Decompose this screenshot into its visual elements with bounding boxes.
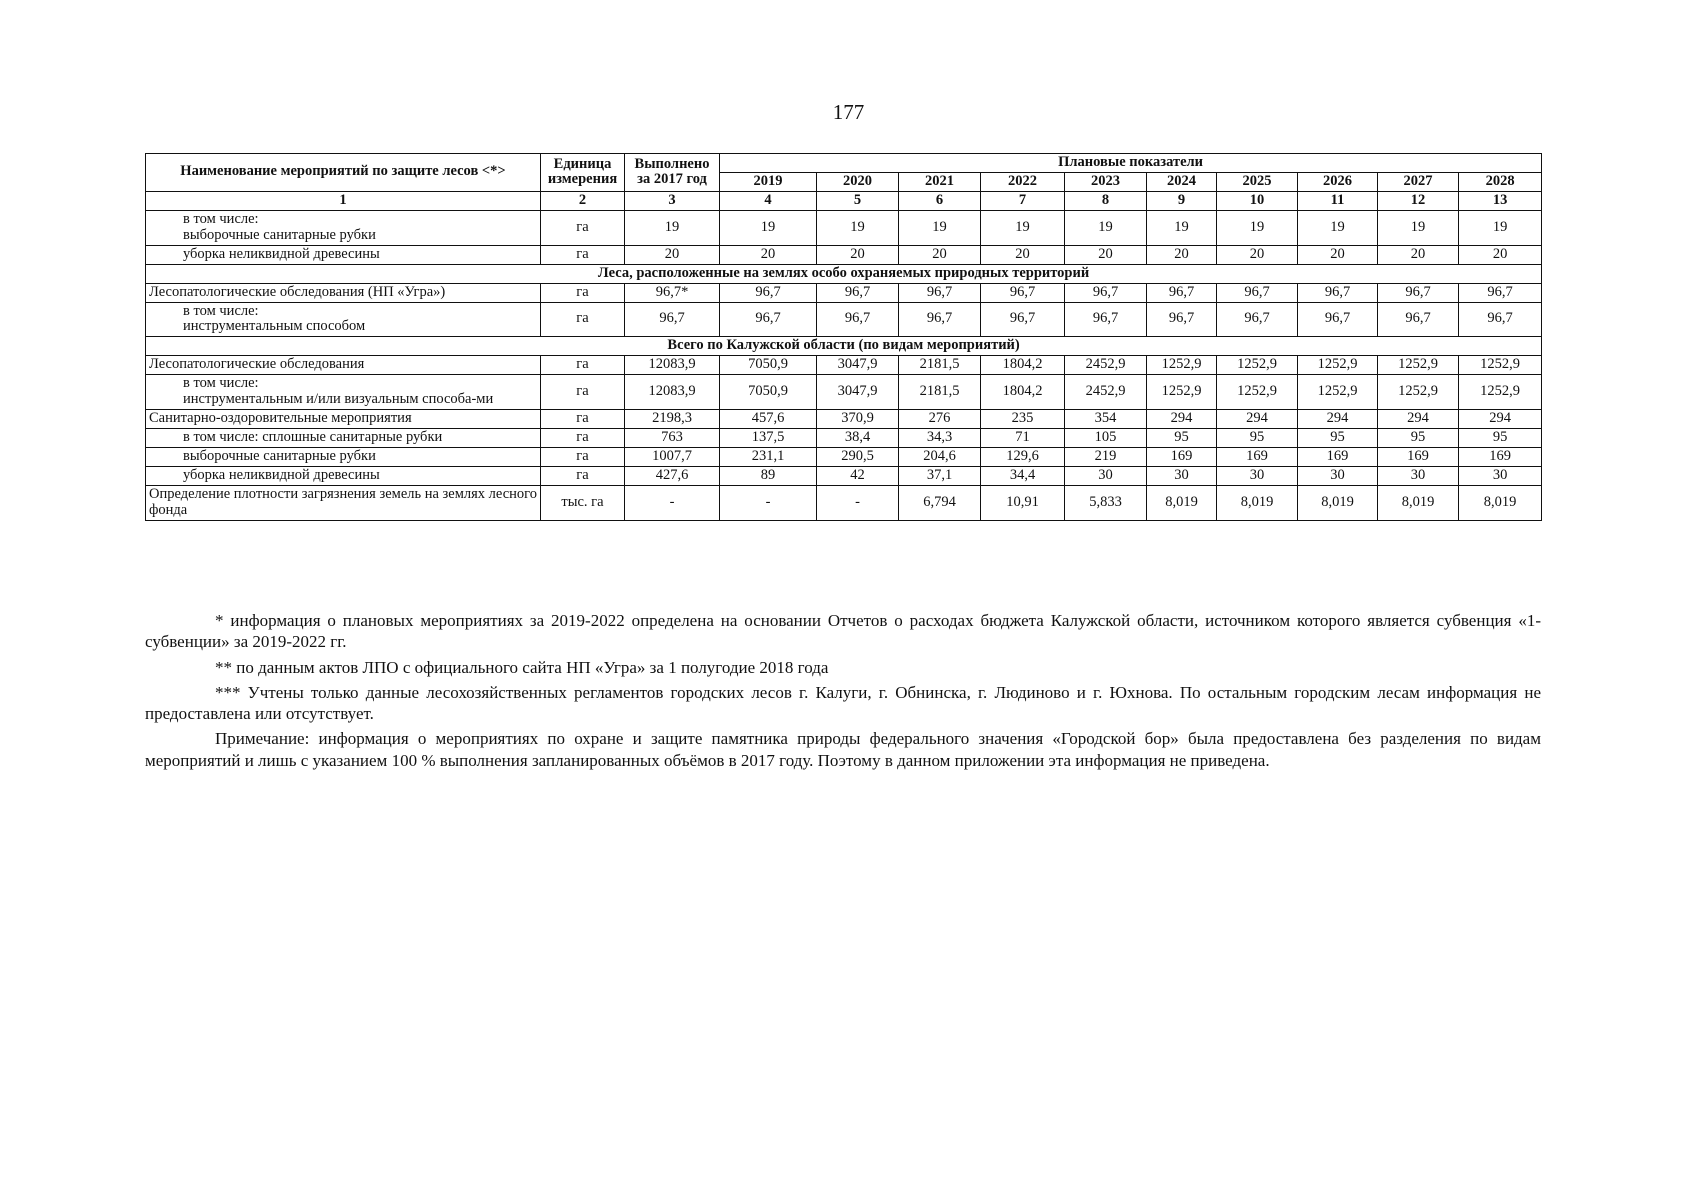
row-value: 19	[981, 210, 1065, 245]
row-name-line: в том числе:	[183, 375, 259, 392]
row-value: 1252,9	[1378, 375, 1459, 410]
row-value: 1804,2	[981, 356, 1065, 375]
row-name	[146, 466, 541, 485]
column-number: 5	[817, 191, 899, 210]
column-number: 3	[625, 191, 720, 210]
header-year: 2022	[981, 172, 1065, 191]
row-value: 1252,9	[1298, 375, 1378, 410]
row-name-text: уборка неликвидной древесины	[183, 245, 380, 262]
row-value: 19	[720, 210, 817, 245]
row-value: 30	[1065, 466, 1147, 485]
row-value: 7050,9	[720, 375, 817, 410]
table-row	[146, 375, 1542, 410]
row-name-line: выборочные санитарные рубки	[183, 226, 376, 243]
row-value: 1252,9	[1459, 375, 1542, 410]
header-year: 2024	[1147, 172, 1217, 191]
row-value: 427,6	[625, 466, 720, 485]
row-value: 30	[1459, 466, 1542, 485]
forest-protection-table	[145, 153, 1542, 521]
column-number: 12	[1378, 191, 1459, 210]
row-value: 20	[899, 245, 981, 264]
row-value: 96,7	[1217, 283, 1298, 302]
row-value: 169	[1147, 448, 1217, 467]
row-name-text: в том числе: сплошные санитарные рубки	[183, 429, 443, 446]
row-value: 30	[1298, 466, 1378, 485]
row-value: 19	[1147, 210, 1217, 245]
section-row	[146, 264, 1542, 283]
header-done: Выполнено за 2017 год	[625, 154, 720, 192]
row-value: 1252,9	[1298, 356, 1378, 375]
row-value: 20	[817, 245, 899, 264]
row-value: 137,5	[720, 429, 817, 448]
row-value: 19	[1217, 210, 1298, 245]
row-value: 1252,9	[1217, 375, 1298, 410]
row-value: 294	[1459, 410, 1542, 429]
footnotes	[145, 610, 1541, 775]
row-value: 20	[1065, 245, 1147, 264]
row-value: 42	[817, 466, 899, 485]
table-row	[146, 466, 1542, 485]
row-value: 19	[1065, 210, 1147, 245]
section-title: Леса, расположенные на землях особо охраняемых природных территорий	[146, 264, 1542, 283]
row-value: 6,794	[899, 485, 981, 520]
row-value: 1252,9	[1378, 356, 1459, 375]
row-value: 8,019	[1459, 485, 1542, 520]
row-value: 105	[1065, 429, 1147, 448]
row-value: 96,7	[1378, 302, 1459, 337]
row-value: 19	[817, 210, 899, 245]
row-value: 95	[1147, 429, 1217, 448]
row-value: 96,7	[817, 302, 899, 337]
header-year: 2027	[1378, 172, 1459, 191]
row-value: 290,5	[817, 448, 899, 467]
row-value: 34,4	[981, 466, 1065, 485]
row-unit: га	[541, 283, 625, 302]
row-value: 96,7	[1378, 283, 1459, 302]
row-value: 12083,9	[625, 356, 720, 375]
row-unit: га	[541, 302, 625, 337]
table-row	[146, 448, 1542, 467]
row-value: 96,7	[981, 283, 1065, 302]
row-value: 3047,9	[817, 375, 899, 410]
table-row	[146, 245, 1542, 264]
row-value: 30	[1378, 466, 1459, 485]
row-value: 1007,7	[625, 448, 720, 467]
row-value: 96,7	[1298, 283, 1378, 302]
header-year: 2023	[1065, 172, 1147, 191]
row-value: 96,7	[720, 283, 817, 302]
footnote-2: ** по данным актов ЛПО с официального сайта НП «Угра» за 1 полугодие 2018 года	[215, 657, 829, 677]
table-row	[146, 302, 1542, 337]
row-value: 2452,9	[1065, 356, 1147, 375]
row-value: 169	[1217, 448, 1298, 467]
row-unit: га	[541, 210, 625, 245]
row-value: -	[817, 485, 899, 520]
column-number: 4	[720, 191, 817, 210]
row-value: 38,4	[817, 429, 899, 448]
row-value: 95	[1459, 429, 1542, 448]
table-row	[146, 410, 1542, 429]
row-value: 169	[1378, 448, 1459, 467]
row-name-line: инструментальным способом	[183, 318, 366, 335]
row-value: 96,7	[1459, 302, 1542, 337]
row-unit: га	[541, 410, 625, 429]
row-value: 20	[1298, 245, 1378, 264]
row-value: 2452,9	[1065, 375, 1147, 410]
row-value: -	[625, 485, 720, 520]
row-value: 1804,2	[981, 375, 1065, 410]
header-year: 2026	[1298, 172, 1378, 191]
row-name: Лесопатологические обследования	[146, 356, 541, 375]
row-value: 96,7	[981, 302, 1065, 337]
row-value: 96,7	[899, 283, 981, 302]
row-unit: га	[541, 466, 625, 485]
row-value: 95	[1298, 429, 1378, 448]
row-value: 96,7*	[625, 283, 720, 302]
row-value: 219	[1065, 448, 1147, 467]
row-value: 7050,9	[720, 356, 817, 375]
row-name-line: в том числе:	[183, 302, 259, 319]
table-row	[146, 429, 1542, 448]
row-value: 204,6	[899, 448, 981, 467]
column-number: 13	[1459, 191, 1542, 210]
row-value: 20	[1378, 245, 1459, 264]
row-value: 20	[720, 245, 817, 264]
row-value: 1252,9	[1147, 356, 1217, 375]
row-value: 294	[1298, 410, 1378, 429]
row-name	[146, 210, 541, 245]
row-value: 96,7	[625, 302, 720, 337]
row-value: 763	[625, 429, 720, 448]
row-unit: га	[541, 356, 625, 375]
row-value: 169	[1298, 448, 1378, 467]
column-number: 11	[1298, 191, 1378, 210]
row-unit: га	[541, 245, 625, 264]
row-value: 96,7	[1147, 302, 1217, 337]
row-value: 10,91	[981, 485, 1065, 520]
header-year: 2028	[1459, 172, 1542, 191]
row-unit: га	[541, 448, 625, 467]
row-value: 3047,9	[817, 356, 899, 375]
header-year: 2021	[899, 172, 981, 191]
row-value: 8,019	[1378, 485, 1459, 520]
row-value: 8,019	[1217, 485, 1298, 520]
row-value: 294	[1147, 410, 1217, 429]
table-row	[146, 356, 1542, 375]
row-name: Определение плотности загрязнения земель на землях лесного фонда	[146, 485, 541, 520]
section-title: Всего по Калужской области (по видам мероприятий)	[146, 337, 1542, 356]
row-value: 95	[1217, 429, 1298, 448]
header-unit: Единица измерения	[541, 154, 625, 192]
row-value: 370,9	[817, 410, 899, 429]
row-value: 19	[1459, 210, 1542, 245]
row-value: 235	[981, 410, 1065, 429]
row-value: 71	[981, 429, 1065, 448]
header-year: 2020	[817, 172, 899, 191]
row-value: 169	[1459, 448, 1542, 467]
row-value: 294	[1378, 410, 1459, 429]
row-name	[146, 245, 541, 264]
footnote-1: * информация о плановых мероприятиях за 2019-2022 определена на основании Отчетов о расходах бюджета Калужской области, источником которого является субвенция «1-субвенции» за 2019-2022 гг.	[145, 611, 1541, 652]
row-value: 12083,9	[625, 375, 720, 410]
column-number: 6	[899, 191, 981, 210]
row-value: 1252,9	[1217, 356, 1298, 375]
column-number: 1	[146, 191, 541, 210]
row-value: 5,833	[1065, 485, 1147, 520]
page-number: 177	[832, 100, 865, 124]
row-value: 95	[1378, 429, 1459, 448]
column-number: 7	[981, 191, 1065, 210]
row-value: 1252,9	[1459, 356, 1542, 375]
row-value: 37,1	[899, 466, 981, 485]
row-name: Лесопатологические обследования (НП «Угра»)	[146, 283, 541, 302]
row-value: 96,7	[899, 302, 981, 337]
row-unit: га	[541, 375, 625, 410]
footnote-note: Примечание: информация о мероприятиях по охране и защите памятника природы федерального значения «Городской бор» была предоставлена без разделения по видам мероприятий и лишь с указанием 100 % выполнения запланированных объёмов в 2017 году. Поэтому в данном приложении эта информация не приведена.	[145, 729, 1541, 770]
row-value: 96,7	[1065, 283, 1147, 302]
row-value: 19	[1298, 210, 1378, 245]
column-number: 10	[1217, 191, 1298, 210]
row-value: 34,3	[899, 429, 981, 448]
row-name	[146, 448, 541, 467]
row-value: 8,019	[1298, 485, 1378, 520]
row-value: 457,6	[720, 410, 817, 429]
row-value: 20	[981, 245, 1065, 264]
footnote-3: *** Учтены только данные лесохозяйственных регламентов городских лесов г. Калуги, г. Обнинска, г. Людиново и г. Юхнова. По остальным городским лесам информация не предоставлена или отсутствует.	[145, 682, 1541, 723]
row-value: 19	[1378, 210, 1459, 245]
row-name: Санитарно-оздоровительные мероприятия	[146, 410, 541, 429]
header-year: 2019	[720, 172, 817, 191]
row-value: 294	[1217, 410, 1298, 429]
row-name	[146, 302, 541, 337]
row-value: 1252,9	[1147, 375, 1217, 410]
row-name-line: инструментальным и/или визуальным способа-ми	[183, 391, 494, 408]
row-value: 96,7	[1065, 302, 1147, 337]
row-name	[146, 375, 541, 410]
row-value: 2198,3	[625, 410, 720, 429]
table-row	[146, 210, 1542, 245]
row-value: -	[720, 485, 817, 520]
row-value: 2181,5	[899, 356, 981, 375]
row-value: 129,6	[981, 448, 1065, 467]
header-planned: Плановые показатели	[720, 154, 1542, 173]
table-row	[146, 485, 1542, 520]
row-value: 96,7	[1147, 283, 1217, 302]
column-number: 8	[1065, 191, 1147, 210]
row-value: 19	[899, 210, 981, 245]
row-unit: тыс. га	[541, 485, 625, 520]
row-value: 96,7	[1298, 302, 1378, 337]
table-row	[146, 283, 1542, 302]
section-row	[146, 337, 1542, 356]
row-value: 2181,5	[899, 375, 981, 410]
row-value: 96,7	[1459, 283, 1542, 302]
row-value: 96,7	[1217, 302, 1298, 337]
row-value: 276	[899, 410, 981, 429]
row-value: 30	[1147, 466, 1217, 485]
row-value: 19	[625, 210, 720, 245]
column-number: 9	[1147, 191, 1217, 210]
row-name-line: в том числе:	[183, 210, 259, 227]
row-unit: га	[541, 429, 625, 448]
header-row	[146, 154, 1542, 173]
row-name-text: уборка неликвидной древесины	[183, 466, 380, 483]
row-name	[146, 429, 541, 448]
row-value: 8,019	[1147, 485, 1217, 520]
row-value: 354	[1065, 410, 1147, 429]
column-number: 2	[541, 191, 625, 210]
header-numbers-row	[146, 191, 1542, 210]
row-value: 20	[1459, 245, 1542, 264]
row-value: 20	[625, 245, 720, 264]
row-name-text: выборочные санитарные рубки	[183, 448, 376, 464]
row-value: 96,7	[720, 302, 817, 337]
row-value: 231,1	[720, 448, 817, 467]
header-name: Наименование мероприятий по защите лесов <*>	[146, 154, 541, 192]
row-value: 30	[1217, 466, 1298, 485]
row-value: 20	[1217, 245, 1298, 264]
row-value: 89	[720, 466, 817, 485]
row-value: 96,7	[817, 283, 899, 302]
row-value: 20	[1147, 245, 1217, 264]
header-year: 2025	[1217, 172, 1298, 191]
